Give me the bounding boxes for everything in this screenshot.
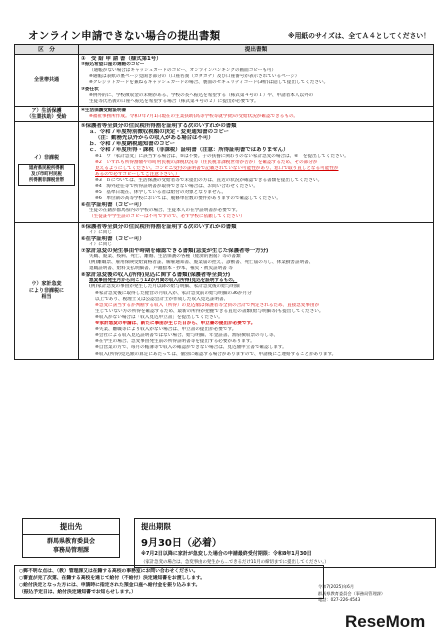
document-line: ※6 単位制の高等学校においては、履修単位数の要件がありますので確認してください。 <box>95 196 281 202</box>
document-line: ③委任状 <box>81 86 99 92</box>
table-header-row <box>15 45 434 55</box>
document-line: ※家計急変後に取得した経営の月収入が、家計急変前の給与明細の36か月分 <box>95 290 252 296</box>
document-line: ※3 ｂについては、生活保護の受給者等で未提出の方は、直近の状況が確認できる書類を提出してください。 <box>95 177 323 183</box>
document-line: （注：勤務先以外からの収入がある場合は不可） <box>95 135 214 142</box>
category-cell <box>15 222 79 359</box>
submission-heading: 提出先 <box>23 519 119 535</box>
document-line: ① 受 給 申 請 書（様式第1号） <box>81 56 162 63</box>
page-title: オンライン申請できない場合の提出書類 <box>28 30 221 42</box>
document-line: ⑤保護者等全員分の住民税所得割を証明する次のいずれかの書類 <box>81 123 237 130</box>
document-line: 急変事由発生月から向こう12か月間の収入(所得)見込を証明するもの。 <box>89 278 238 284</box>
document-line: ②振込希望口座の通帳のコピー <box>81 62 145 68</box>
document-line: ⑦家計急変の発生事由や時期を確認できる書類(急変が生じた保護者等一方分) <box>81 247 269 254</box>
document-line: ⑥在学証明書（コピー可） <box>81 202 145 209</box>
document-line: 失職、廃業、疫病、死亡、離婚、生活保護の各種（経済的困窮）等の書類 <box>89 254 241 259</box>
document-line: ※失業、離職等により収入がない場合は、申立書の提出が必要です。 <box>95 327 237 333</box>
category-label: イ）非課税 <box>33 154 59 161</box>
category-column-header: 区 分 <box>15 45 79 55</box>
document-line: ※福祉事務所作成。令和7年7月1日現在の生業扶助(高等学校等就学費)の受給状況が確認できるもの。 <box>89 113 298 119</box>
deadline-subnote: （家計急変の場合は、急変事由の発生から…できるだけ11月の締切までに提出してください。） <box>141 560 329 565</box>
document-line: ※4 海外赴任等で所得証明書が取得できない場合は、お問い合わせください。 <box>95 183 258 189</box>
document-line: ④生活保護受給証明書 <box>81 107 127 113</box>
documents-cell <box>79 222 434 359</box>
header <box>14 28 434 42</box>
category-label: 全世帯共通 <box>33 77 59 84</box>
category-cell <box>15 122 79 223</box>
paper-size-note: ※用紙のサイズは、全てＡ４としてください！ <box>287 32 430 40</box>
deadline-heading: 提出期限 <box>141 522 171 531</box>
note-line: ○審査が完了次第、在籍する高校を通じて給付（不給付）決定通知書をお渡しします。 <box>19 576 206 581</box>
document-line: （通帳がない場合はキャッシュカードのコピー、オンラインバンキングの画面コピーも可） <box>89 68 277 74</box>
deadline-note: ※7月2日以降に家計が急変した場合の申請最終受付期限：令和8年1月30日 <box>141 551 312 557</box>
notes-box <box>14 565 324 599</box>
submission-value <box>23 535 119 557</box>
documents-table <box>14 44 434 360</box>
note-line: （振込予定日は、給付決定通知書でお知らせします。） <box>19 590 136 595</box>
document-line: (例)離職票、雇用保険受給資格者証、解雇通知書、廃業届の控え、診断書、死亡届の写し、休業損害証明書、 <box>89 260 314 266</box>
document-line: 生じていない方の所得を確認するため、最新の所得が把握できる直近の書類(給与明細等)も提出してください。 <box>95 308 324 314</box>
document-line: 退職証明書、給料支払明細書、戸籍謄本・抄本、罹災・被災証明書 等 <box>89 266 233 272</box>
document-line: ⑧家計急変後の収入(所得)見込に関する書類(保護者等全員分) <box>81 272 231 279</box>
document-line: ※1 ウ「家計急変」に該当する場合は、⑤は不要。子の扶養に関わりのない家計急変の場合は、⑥ を提出してください。 <box>95 153 349 159</box>
document-line: 生徒等氏名義の口座へ振込を希望する場合（様式第４号の２）に提出が必要です。 <box>89 98 259 104</box>
documents-column-header: 提出書類 <box>79 45 434 55</box>
document-line: (例)家計急変の事由が発生した月以降の給与明細、家計急変後の給与明細 <box>89 284 240 290</box>
document-line: ※通帳は表紙の裏ページ見開き部分の（口座名義（カタカナ）及び口座番号が表示されているページ） <box>89 74 300 80</box>
category-label: ウ）家計急変 により非課税に 相当 <box>28 281 64 300</box>
document-line: ｂ．令和７年度納税通知書のコピー <box>89 141 176 148</box>
category-cell <box>15 106 79 121</box>
document-line: ⑤保護者等全員分の住民税所得割を証明する次のいずれかの書類 <box>81 223 237 230</box>
watermark-text: ReseMom <box>345 612 426 631</box>
table-row <box>15 222 434 359</box>
document-line: ⑥在学証明書（コピー可） <box>81 235 145 242</box>
document-line: ※収入(所得)見込額の算定にあたっては、個別に確認する場合がありますので、申請後にご連絡することがあります。 <box>95 351 337 357</box>
category-label: ア）生活保護 （生業扶助）受給 <box>26 107 67 120</box>
note-line: ○郵不明な点は、（教）管理課又は在籍する高校の事務室にお問い合わせください。 <box>19 569 199 574</box>
document-line: 生徒の在籍が群馬県内の学校の場合、生徒本人の在学証明書が必要です。 <box>89 208 241 214</box>
deadline-box <box>134 518 436 568</box>
document-line: ａ．令和７年度特別徴収税額の決定・変更通知書のコピー <box>89 129 229 136</box>
issuer-block <box>318 584 385 604</box>
category-cell <box>15 55 79 107</box>
document-line: ※クレジットカードを兼ねるキャッシュカードの場合、裏面のセキュリティコード(3桁)は隠して提出してください。 <box>89 80 329 86</box>
document-line: 以上であり、税理士又は公認会計士が作成した収入見込証明書、 <box>95 296 229 302</box>
watermark-logo <box>345 612 425 632</box>
document-line: ※例外的に、学校徴収金の未納がある、学校の長へ振込を希望する（様式第４号の１）や、申請者本人以外の <box>89 92 314 98</box>
submission-line: 群馬県教育委員会 <box>46 538 95 545</box>
table-row <box>15 106 434 121</box>
document-line: ※在学生の場合、急変事由発生前の所得証明書等を提出する必要があります。 <box>95 339 255 345</box>
document-line: （生徒証や学生証のコピーは不可ですので、必ず学校に依頼してください） <box>89 214 245 220</box>
document-line: ※収入がない場合は「収入見込申立書」を提出してください。 <box>95 314 223 320</box>
document-line: ※家計急変の申請は、新たに事由が生じた日から、申立書の提出が必要です。 <box>95 321 256 327</box>
issuer-line: 電話：027-226-4543 <box>318 597 361 602</box>
submission-box <box>22 518 120 558</box>
document-line: ※5 基準日現在、休学している者は給付の対象となりません。 <box>95 190 227 196</box>
document-line: あるので必ずコピーしてご注意下さい。） <box>95 171 180 177</box>
document-line: イ）に同じ <box>89 229 112 235</box>
note-line: ○給付決定となった方には、申請時に指定された預金口座へ給付金を振り込みます。 <box>19 583 201 588</box>
document-line: ※急変に該当するか判断する収入（所得）の見込額は保護者等全員の合計で判定されるため、直接急変事由が <box>95 302 320 308</box>
document-line: 見えるようにしてください。コンビニ受付の証明書で記載されていない可能性があり、窓口で取り直しとなる可能性が <box>95 165 339 171</box>
deadline-date: 9月30日（必着） <box>141 538 222 549</box>
documents-cell <box>79 55 434 107</box>
issuer-line: 群馬県教育委員会（事務局管理課） <box>318 590 386 596</box>
document-line: ※会社による収入見込証明書ではない場合、給与明細、年金証書、源泉徴収票の写し等、 <box>95 333 279 339</box>
table-row <box>15 122 434 223</box>
document-line: イ）に同じ <box>89 241 112 247</box>
documents-cell <box>79 122 434 223</box>
document-line: ｃ．令和７年度所得・課税（非課税）証明書（注意：所得証明書ではありません） <box>89 147 289 154</box>
table-row <box>15 55 434 107</box>
issuer-line: 令和7(2025)年6月 <box>318 584 355 589</box>
submission-line: 事務局管理課 <box>52 547 89 554</box>
category-subbox: 道府県民税所得割 及び市町村民税 所得割非課税世帯 <box>18 164 75 186</box>
documents-cell <box>79 106 434 121</box>
document-line: ※2 いずれも所得割額や市町村民税の課税状況等（住民税非課税世帯か否か）を確認するため、その部分が <box>95 159 318 165</box>
document-line: ※自営業の方で、毎月の帳簿等で収入の確認ができない場合は、見込額申立書で確認します。 <box>95 345 287 351</box>
